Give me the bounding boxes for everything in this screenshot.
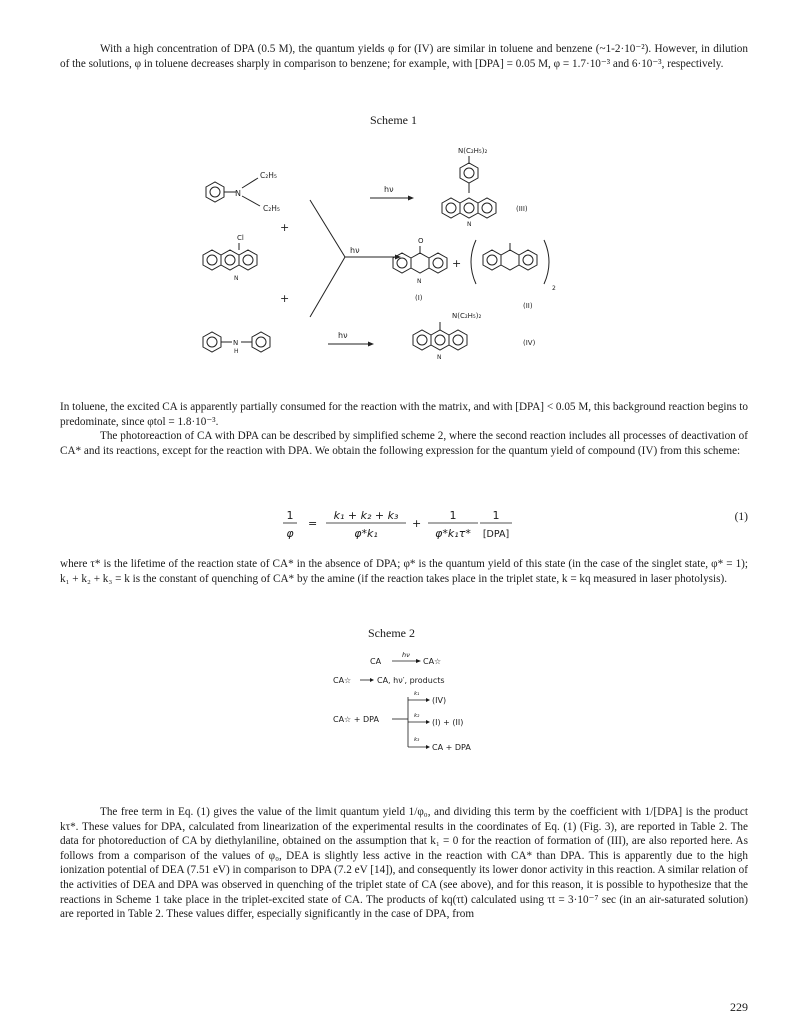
n-atom-ca: N xyxy=(234,275,239,282)
ethyl-top-label: C₂H₅ xyxy=(260,171,277,180)
diethylaniline-structure xyxy=(206,178,260,206)
cl-label: Cl xyxy=(237,234,244,242)
s2-product-2: (I) + (II) xyxy=(432,718,464,727)
eq-term1-numerator: k₁ + k₂ + k₃ xyxy=(333,509,399,522)
n-atom-iii: N xyxy=(467,221,472,228)
hv-label-3: hν xyxy=(338,331,348,340)
s2-ca-star-2: CA☆ xyxy=(333,676,352,685)
s2-k1: k₁ xyxy=(414,691,420,697)
s2-k2: k₂ xyxy=(414,713,420,719)
s2-hv: hν xyxy=(402,651,410,659)
scheme-2-title: Scheme 2 xyxy=(368,626,415,640)
eq-term3-numerator: 1 xyxy=(492,509,500,522)
eq-equals: = xyxy=(308,517,318,530)
n-atom-iv: N xyxy=(437,354,442,361)
paragraph-free-term: The free term in Eq. (1) gives the value of the limit quantum yield 1/φ₀, and dividing this term by the coefficient with 1/[DPA] is the product kτ*. These values for DPA, calculated from linearization of the experimental results in the coordinates of Eq. (1) (Fig. 3), are reported in Table 2. The data for photoreduction of CA by diethylaniline, obtained on the assumption that k₁ = 0 for the reaction of formation of (III), are also reported here. As follows from a comparison of the values of φ₀, DEA is slightly less active in the reaction with CA* than DPA. This is apparently due to the high ionization potential of DEA (7.51 eV) in comparison to DPA (7.2 eV [14]), and consequently its lower donor activity in this reaction. A similar relation of the activities of DEA and DPA was observed in quenching of the triplet state of CA (see above), and for this reason, it is possible to hypothesize that the reactions in Scheme 1 take place in the triplet-excited state of CA. The products of kq(τt) calculated using τt = 3·10⁻⁷ sec (in an air-saturated solution) are reported in Table 2. These values differ, especially significantly in the case of DPA, from xyxy=(60,806,748,921)
paragraph-quantum-yields: With a high concentration of DPA (0.5 M), the quantum yields φ for (IV) are similar in toluene and benzene (~1-2·10⁻²). However, in dilution of the solutions, φ in toluene decreases sharply in comparison to benzene; for example, with [DPA] = 0.05 M, φ = 1.7·10⁻³ and 6·10⁻³, respectively. xyxy=(60,43,748,70)
acridine-iv xyxy=(413,330,467,350)
s2-product-1: (IV) xyxy=(432,696,447,705)
h-atom-dpa: H xyxy=(234,348,239,355)
product-iv-ndiethyl: N(C₂H₅)₂ xyxy=(452,312,482,320)
acridine-dimer-structure xyxy=(483,243,537,270)
n-atom-i: N xyxy=(417,278,422,285)
eq-term1-denominator: φ*k₁ xyxy=(354,527,378,540)
label-ii: (II) xyxy=(523,302,533,310)
dimer-subscript: 2 xyxy=(552,285,556,292)
hv-label-1: hν xyxy=(384,185,394,194)
eq-lhs-denominator: φ xyxy=(286,527,294,540)
acridine-iii xyxy=(442,198,496,218)
chloroacridine-structure xyxy=(203,250,257,270)
n-atom-dpa: N xyxy=(233,339,239,347)
eq-term2-numerator: 1 xyxy=(449,509,457,522)
s2-ca-star-1: CA☆ xyxy=(423,657,442,666)
product-iii-ndiethyl: N(C₂H₅)₂ xyxy=(458,147,488,155)
paragraph-definitions: where τ* is the lifetime of the reaction state of CA* in the absence of DPA; φ* is the quantum yield of this state (in the case of the singlet state, φ* = 1); k₁ + k₂ + k₃ = k is the constant of quenching of CA* by the amine (if the reaction takes place in the triplet state, k = kq measured in laser photolysis). xyxy=(60,558,748,585)
plus-2: + xyxy=(452,257,462,270)
label-i: (I) xyxy=(415,294,423,302)
eq-term3-denominator: [DPA] xyxy=(482,529,510,540)
scheme-2-diagram xyxy=(330,650,520,760)
s2-ca-1: CA xyxy=(370,657,382,666)
eq-term2-denominator: φ*k₁τ* xyxy=(435,527,471,540)
acridone-structure xyxy=(393,253,447,273)
equation-1 xyxy=(60,505,748,545)
paragraph-scheme2-intro: The photoreaction of CA with DPA can be described by simplified scheme 2, where the second reaction includes all processes of deactivation of CA* and its reactions, except for the reaction with DPA. We obtain the following expression for the quantum yield of compound (IV) from this scheme: xyxy=(60,430,748,457)
scheme-1-title: Scheme 1 xyxy=(370,113,417,127)
eq-lhs-numerator: 1 xyxy=(286,509,294,522)
plus-3: + xyxy=(280,292,290,305)
s2-k3: k₃ xyxy=(414,737,420,743)
s2-line2-products: CA, hν′, products xyxy=(377,676,445,685)
paragraph-toluene: In toluene, the excited CA is apparently partially consumed for the reaction with the matrix, and with [DPA] < 0.05 M, this background reaction begins to predominate, since φtol = 1.8·10⁻³. xyxy=(60,401,748,428)
hv-label-2: hν xyxy=(350,246,360,255)
s2-product-3: CA + DPA xyxy=(432,743,471,752)
scheme-1-diagram xyxy=(180,140,620,375)
n-atom-1: N xyxy=(235,189,241,198)
label-iv: (IV) xyxy=(523,339,536,347)
ethyl-bottom-label: C₂H₅ xyxy=(263,204,280,213)
equation-number: (1) xyxy=(734,511,748,523)
eq-plus: + xyxy=(412,517,422,530)
o-label: O xyxy=(418,237,424,245)
page-number: 229 xyxy=(730,1000,748,1014)
s2-reactant: CA☆ + DPA xyxy=(333,715,379,724)
plus-1: + xyxy=(280,221,290,234)
label-iii: (III) xyxy=(516,205,528,213)
